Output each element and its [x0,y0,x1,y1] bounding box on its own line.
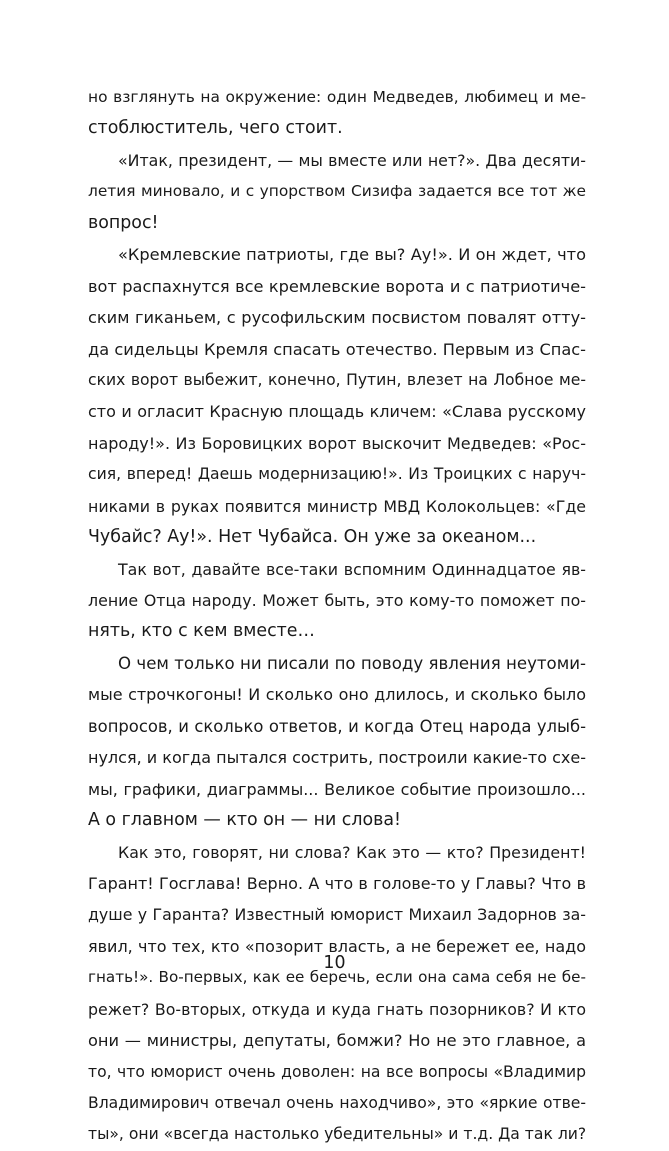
text-line: мые строчкогоны! И сколько оно длилось, и сколько было [88,685,586,705]
text-line: «Итак, президент, — мы вместе или нет?». Два десяти- [118,150,586,170]
text-line: гнать!». Во-первых, как ее беречь, если она сама себя не бе- [88,968,586,987]
text-line: то, что юморист очень доволен: на все вопросы «Владимир [88,1062,586,1081]
text-line: Владимирович отвечал очень находчиво», это «яркие отве- [88,1094,586,1112]
text-line: народу!». Из Боровицких ворот выскочит Медведев: «Рос- [88,433,586,453]
text-line: ских ворот выбежит, конечно, Путин, влезет на Лобное ме- [88,370,586,389]
text-line: душе у Гаранта? Известный юморист Михаил Задорнов за- [88,905,586,925]
text-line: Как это, говорят, ни слова? Как это — кто? Президент! [118,842,586,862]
text-line: Так вот, давайте все-таки вспомним Одиннадцатое яв- [118,559,586,579]
text-line: «Кремлевские патриоты, где вы? Ау!». И он ждет, что [118,245,586,265]
text-line: сия, вперед! Даешь модернизацию!». Из Троицких с наруч- [88,465,586,484]
text-line: мы, графики, диаграммы... Великое событие произошло... [88,779,586,799]
text-line: Чубайс? Ау!». Нет Чубайса. Он уже за океаном... [88,527,537,548]
text-line: да сидельцы Кремля спасать отечество. Первым из Спас- [88,339,586,359]
text-line: нулся, и когда пытался сострить, построили какие-то схе- [88,748,586,768]
page-number: 10 [323,953,346,973]
text-line: вопрос! [88,212,159,233]
text-line: они — министры, депутаты, бомжи? Но не это главное, а [88,1031,586,1051]
text-line: явил, что тех, кто «позорит власть, а не бережет ее, надо [88,936,586,956]
text-line: Гарант! Госглава! Верно. А что в голове-то у Главы? Что в [88,873,586,893]
text-line: нять, кто с кем вместе… [88,621,315,642]
text-line: А о главном — кто он — ни слова! [88,810,401,831]
body-text [88,82,586,1151]
text-line: никами в руках появится министр МВД Колокольцев: «Где [88,496,586,516]
text-line: но взглянуть на окружение: один Медведев, любимец и ме- [88,88,586,106]
text-line: стоблюститель, чего стоит. [88,118,343,139]
text-line: сто и огласит Красную площадь кличем: «Слава русскому [88,402,586,422]
text-line: летия миновало, и с упорством Сизифа задается все тот же [88,182,586,201]
text-line: О чем только ни писали по поводу явления неутоми- [118,653,586,673]
text-line: режет? Во-вторых, откуда и куда гнать позорников? И кто [88,999,586,1019]
text-line: ление Отца народу. Может быть, это кому-то поможет по- [88,591,586,610]
text-line: ты», они «всегда настолько убедительны» и т.д. Да так ли? [88,1125,587,1144]
text-line: ским гиканьем, с русофильским посвистом повалят отту- [88,308,586,328]
text-line: вот распахнутся все кремлевские ворота и с патриотиче- [88,276,586,296]
text-line: вопросов, и сколько ответов, и когда Отец народа улыб- [88,716,586,736]
